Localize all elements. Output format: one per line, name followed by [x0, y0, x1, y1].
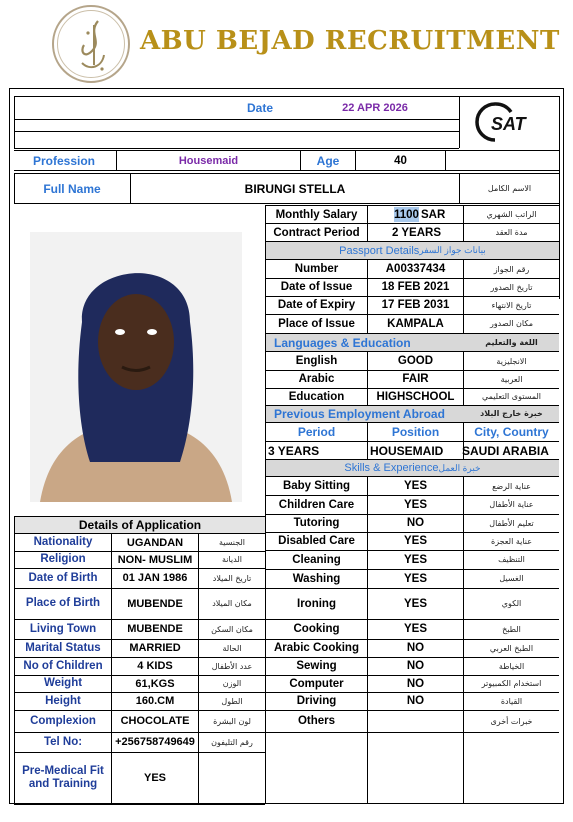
skill-row-label: Baby Sitting [282, 480, 351, 492]
skill-row-label: Children Care [278, 498, 355, 511]
detail-row-ar: الجنسية [218, 538, 246, 547]
skill-row-col-divider [367, 531, 368, 550]
skill-row-value: YES [403, 597, 427, 610]
detail-row-label: Height [45, 694, 81, 707]
salary-currency: SAR [421, 208, 446, 221]
skill-row-col-divider [463, 618, 464, 639]
full-name-value: BIRUNGI STELLA [244, 181, 346, 196]
skill-row-ar: خبرات أخرى [490, 716, 533, 726]
skill-row-ar: تعليم الأطفال [489, 518, 534, 528]
detail-col-divider [198, 674, 199, 692]
skill-row-value: YES [403, 480, 427, 492]
employment-section-title: Previous Employment Abroad [274, 406, 445, 421]
skill-row-col-divider [367, 494, 368, 514]
skill-row-ar: الطبخ [502, 624, 521, 634]
monthly-salary-label: Monthly Salary [275, 208, 358, 221]
language-row-col-divider [367, 369, 368, 388]
skill-row-col-divider [463, 476, 464, 495]
passport-row-label: Date of Issue [280, 281, 353, 293]
detail-col-divider [198, 691, 199, 710]
skill-row-value: YES [403, 623, 427, 635]
detail-col-divider [111, 656, 112, 675]
detail-col-divider [111, 709, 112, 732]
language-row-value: HIGHSCHOOL [376, 390, 455, 403]
passport-row-col-divider [367, 259, 368, 278]
detail-col-divider [198, 587, 199, 619]
skill-row-ar: عناية الرضع [492, 481, 531, 491]
passport-row-col-divider [463, 259, 464, 278]
candidate-photo [30, 232, 242, 502]
passport-row-ar: رقم الجواز [493, 264, 530, 274]
detail-row-label: Pre-Medical Fit and Training [22, 765, 104, 790]
detail-row-value: MARRIED [129, 642, 181, 654]
detail-row-label: Nationality [33, 536, 93, 548]
employment-position-value: HOUSEMAID [370, 443, 444, 458]
detail-col-divider [198, 618, 199, 639]
skill-row-col-divider [463, 494, 464, 514]
profession-value: Housemaid [178, 154, 239, 167]
skill-row-label: Sewing [296, 660, 337, 672]
language-row-ar: الانجليزية [496, 356, 527, 366]
detail-row-value: UGANDAN [126, 536, 184, 549]
skill-row-col-divider [367, 618, 368, 639]
skill-row-col-divider [367, 656, 368, 675]
detail-col-divider [111, 731, 112, 752]
skill-row-label: Disabled Care [278, 535, 355, 547]
language-row-value: GOOD [397, 355, 434, 367]
skill-row-label: Others [297, 715, 336, 727]
detail-col-divider [111, 618, 112, 639]
detail-row-value: +256758749649 [115, 736, 195, 748]
skill-row-ar: الكوي [501, 599, 522, 608]
detail-row-value: MUBENDE [127, 597, 183, 610]
skill-row-col-divider [367, 513, 368, 532]
detail-col-divider [198, 656, 199, 675]
skill-row-divider [265, 732, 559, 733]
passport-row-ar: تاريخ الانتهاء [491, 300, 532, 310]
details-section-title: Details of Application [78, 518, 202, 532]
skill-row-col-divider [463, 587, 464, 619]
languages-top-divider [265, 333, 559, 334]
passport-row-value: KAMPALA [387, 317, 444, 330]
detail-row-ar: تاريخ الميلاد [212, 573, 252, 583]
detail-row-label: Tel No: [43, 735, 83, 748]
detail-row-value: 160.CM [135, 695, 175, 707]
skill-row-ar: القيادة [500, 696, 523, 706]
language-row-ar: العربية [500, 374, 523, 384]
language-row-divider [265, 405, 559, 406]
passport-row-col-divider [367, 277, 368, 296]
detail-col-divider [198, 638, 199, 657]
detail-row-ar: مكان السكن [211, 624, 253, 634]
languages-section-ar: اللغة والتعليم [485, 338, 538, 347]
sat-logo-text: SAT [491, 114, 526, 134]
skill-row-value: YES [403, 572, 427, 585]
sat-logo-icon [473, 100, 545, 149]
skill-row-value: NO [406, 677, 425, 690]
contract-period-value: 2 YEARS [392, 226, 442, 239]
passport-section-title: Passport Details بيانات جواز السفر [339, 244, 486, 257]
detail-row-label: Weight [43, 677, 83, 689]
skill-tail-divider [367, 732, 368, 804]
skill-row-col-divider [367, 568, 368, 588]
skill-row-col-divider [367, 674, 368, 692]
skill-row-col-divider [463, 691, 464, 710]
skill-row-label: Arabic Cooking [274, 642, 359, 654]
detail-col-divider [198, 550, 199, 568]
skill-row-value: NO [406, 517, 425, 529]
skills-section-title: Skills & Experience خبرة العمل [344, 462, 481, 474]
skill-row-col-divider [367, 587, 368, 619]
calligraphy-icon [58, 11, 126, 79]
skill-row-col-divider [367, 476, 368, 495]
language-row-label: Education [288, 390, 345, 403]
skill-row-col-divider [367, 691, 368, 710]
skill-row-ar: عناية العجزة [491, 536, 532, 546]
skill-row-col-divider [463, 531, 464, 550]
skill-row-label: Computer [289, 677, 344, 690]
employment-period-value: 3 YEARS [268, 443, 320, 458]
detail-col-divider [111, 674, 112, 692]
skill-row-value [368, 710, 463, 732]
passport-row-col-divider [367, 313, 368, 333]
passport-row-label: Number [294, 263, 339, 275]
language-row-col-divider [367, 387, 368, 405]
skill-row-value: NO [406, 642, 425, 654]
detail-col-divider [111, 533, 112, 551]
detail-row-ar [199, 752, 265, 804]
skill-row-label: Cleaning [292, 553, 341, 566]
languages-section-title: Languages & Education [274, 335, 411, 350]
passport-row-value: 18 FEB 2021 [381, 281, 450, 293]
skill-row-ar: الطبخ العربي [489, 643, 534, 653]
passport-row-label: Place of Issue [278, 317, 355, 330]
skill-row-col-divider [367, 549, 368, 569]
employment-col-position: Position [391, 425, 440, 439]
detail-col-divider [111, 691, 112, 710]
detail-col-divider [198, 731, 199, 752]
date-value: 22 APR 2026 [342, 102, 408, 114]
skill-row-col-divider [463, 709, 464, 732]
passport-row-col-divider [463, 313, 464, 333]
skill-row-col-divider [463, 674, 464, 692]
contract-period-label: Contract Period [273, 226, 360, 239]
passport-row-col-divider [367, 295, 368, 314]
detail-col-divider [111, 550, 112, 568]
age-value: 40 [394, 154, 407, 167]
skill-row-col-divider [463, 568, 464, 588]
passport-row-value: 17 FEB 2031 [381, 299, 450, 311]
language-row-col-divider [463, 369, 464, 388]
detail-row-ar: مكان الميلاد [212, 599, 252, 608]
employment-country-value: SAUDI ARABIA [462, 443, 549, 458]
detail-col-divider [198, 751, 199, 804]
brand-logo-inner [57, 10, 125, 78]
detail-row-value: 4 KIDS [137, 660, 173, 672]
skill-row-value: YES [403, 535, 427, 547]
detail-row-value: CHOCOLATE [120, 715, 190, 727]
passport-row-ar: تاريخ الصدور [490, 282, 533, 292]
skill-row-value: YES [403, 553, 427, 566]
skill-row-ar: استخدام الكمبيوتر [481, 679, 542, 688]
employment-col-country: City, Country [474, 425, 549, 439]
detail-col-divider [111, 587, 112, 619]
brand-title: ABU BEJAD RECRUITMENT [140, 26, 560, 56]
full-name-label: Full Name [43, 181, 101, 196]
language-row-label: Arabic [298, 373, 335, 385]
employment-section-ar: خبرة خارج البلاد [480, 409, 543, 418]
detail-row-ar: لون البشرة [213, 716, 251, 726]
skill-row-col-divider [367, 638, 368, 657]
language-row-label: English [295, 355, 338, 367]
language-row-ar: المستوى التعليمي [481, 392, 542, 401]
contract-period-ar: مدة العقد [495, 228, 528, 237]
skill-row-label: Ironing [297, 597, 336, 610]
detail-row-divider [14, 804, 265, 805]
detail-row-ar: عدد الأطفال [211, 661, 253, 671]
skill-row-col-divider [367, 709, 368, 732]
detail-row-label: Place of Birth [25, 597, 101, 609]
language-row-col-divider [367, 351, 368, 370]
skill-row-col-divider [463, 549, 464, 569]
detail-row-label: Marital Status [25, 641, 101, 654]
detail-row-ar: الوزن [222, 679, 242, 688]
passport-row-ar: مكان الصدور [489, 319, 534, 328]
detail-row-label: Date of Birth [28, 571, 98, 584]
detail-col-divider [111, 751, 112, 804]
passport-row-col-divider [463, 277, 464, 296]
skill-row-label: Washing [292, 572, 341, 585]
detail-row-ar: الديانة [221, 555, 243, 564]
detail-row-label: Living Town [29, 622, 97, 635]
detail-col-divider [198, 533, 199, 551]
detail-row-value: MUBENDE [127, 623, 183, 635]
skill-row-value: YES [403, 498, 427, 511]
employment-col-period: Period [297, 425, 336, 439]
detail-col-divider [111, 638, 112, 657]
skill-row-label: Cooking [293, 623, 340, 635]
skill-row-label: Driving [296, 695, 337, 707]
profession-label: Profession [32, 153, 95, 168]
skill-row-col-divider [463, 656, 464, 675]
skill-row-value: NO [406, 660, 425, 672]
passport-row-value: A00337434 [385, 263, 446, 275]
detail-row-value: 01 JAN 1986 [122, 572, 188, 584]
skill-row-col-divider [463, 638, 464, 657]
passport-row-label: Date of Expiry [277, 299, 356, 311]
skill-row-label: Tutoring [293, 517, 340, 529]
detail-col-divider [111, 567, 112, 588]
skill-row-ar: التنظيف [498, 555, 525, 564]
detail-row-ar: رقم التليفون [211, 737, 253, 747]
full-name-ar: الاسم الكامل [487, 184, 532, 193]
skill-row-ar: الخياطة [498, 661, 525, 671]
age-label: Age [316, 153, 340, 168]
detail-row-ar: الحالة [222, 643, 242, 653]
detail-row-value: NON- MUSLIM [117, 553, 193, 566]
passport-row-col-divider [463, 295, 464, 314]
detail-row-label: No of Children [23, 659, 103, 672]
skill-row-value: NO [406, 695, 425, 707]
detail-row-value: 61,KGS [135, 677, 175, 690]
salary-ar: الراتب الشهري [486, 210, 537, 219]
salary-amount: 1100 [394, 208, 419, 221]
detail-col-divider [198, 567, 199, 588]
language-row-col-divider [463, 387, 464, 405]
detail-row-ar: الطول [221, 696, 243, 706]
language-row-col-divider [463, 351, 464, 370]
skill-tail-divider [463, 732, 464, 804]
detail-row-label: Religion [40, 553, 86, 565]
skill-row-col-divider [463, 513, 464, 532]
detail-row-value: YES [143, 772, 166, 784]
language-row-value: FAIR [402, 373, 429, 385]
detail-row-label: Complexion [30, 714, 96, 727]
skill-row-ar: عناية الأطفال [489, 500, 534, 509]
date-label: Date [246, 101, 273, 115]
detail-col-divider [198, 709, 199, 732]
skill-row-ar: الغسيل [499, 574, 524, 583]
